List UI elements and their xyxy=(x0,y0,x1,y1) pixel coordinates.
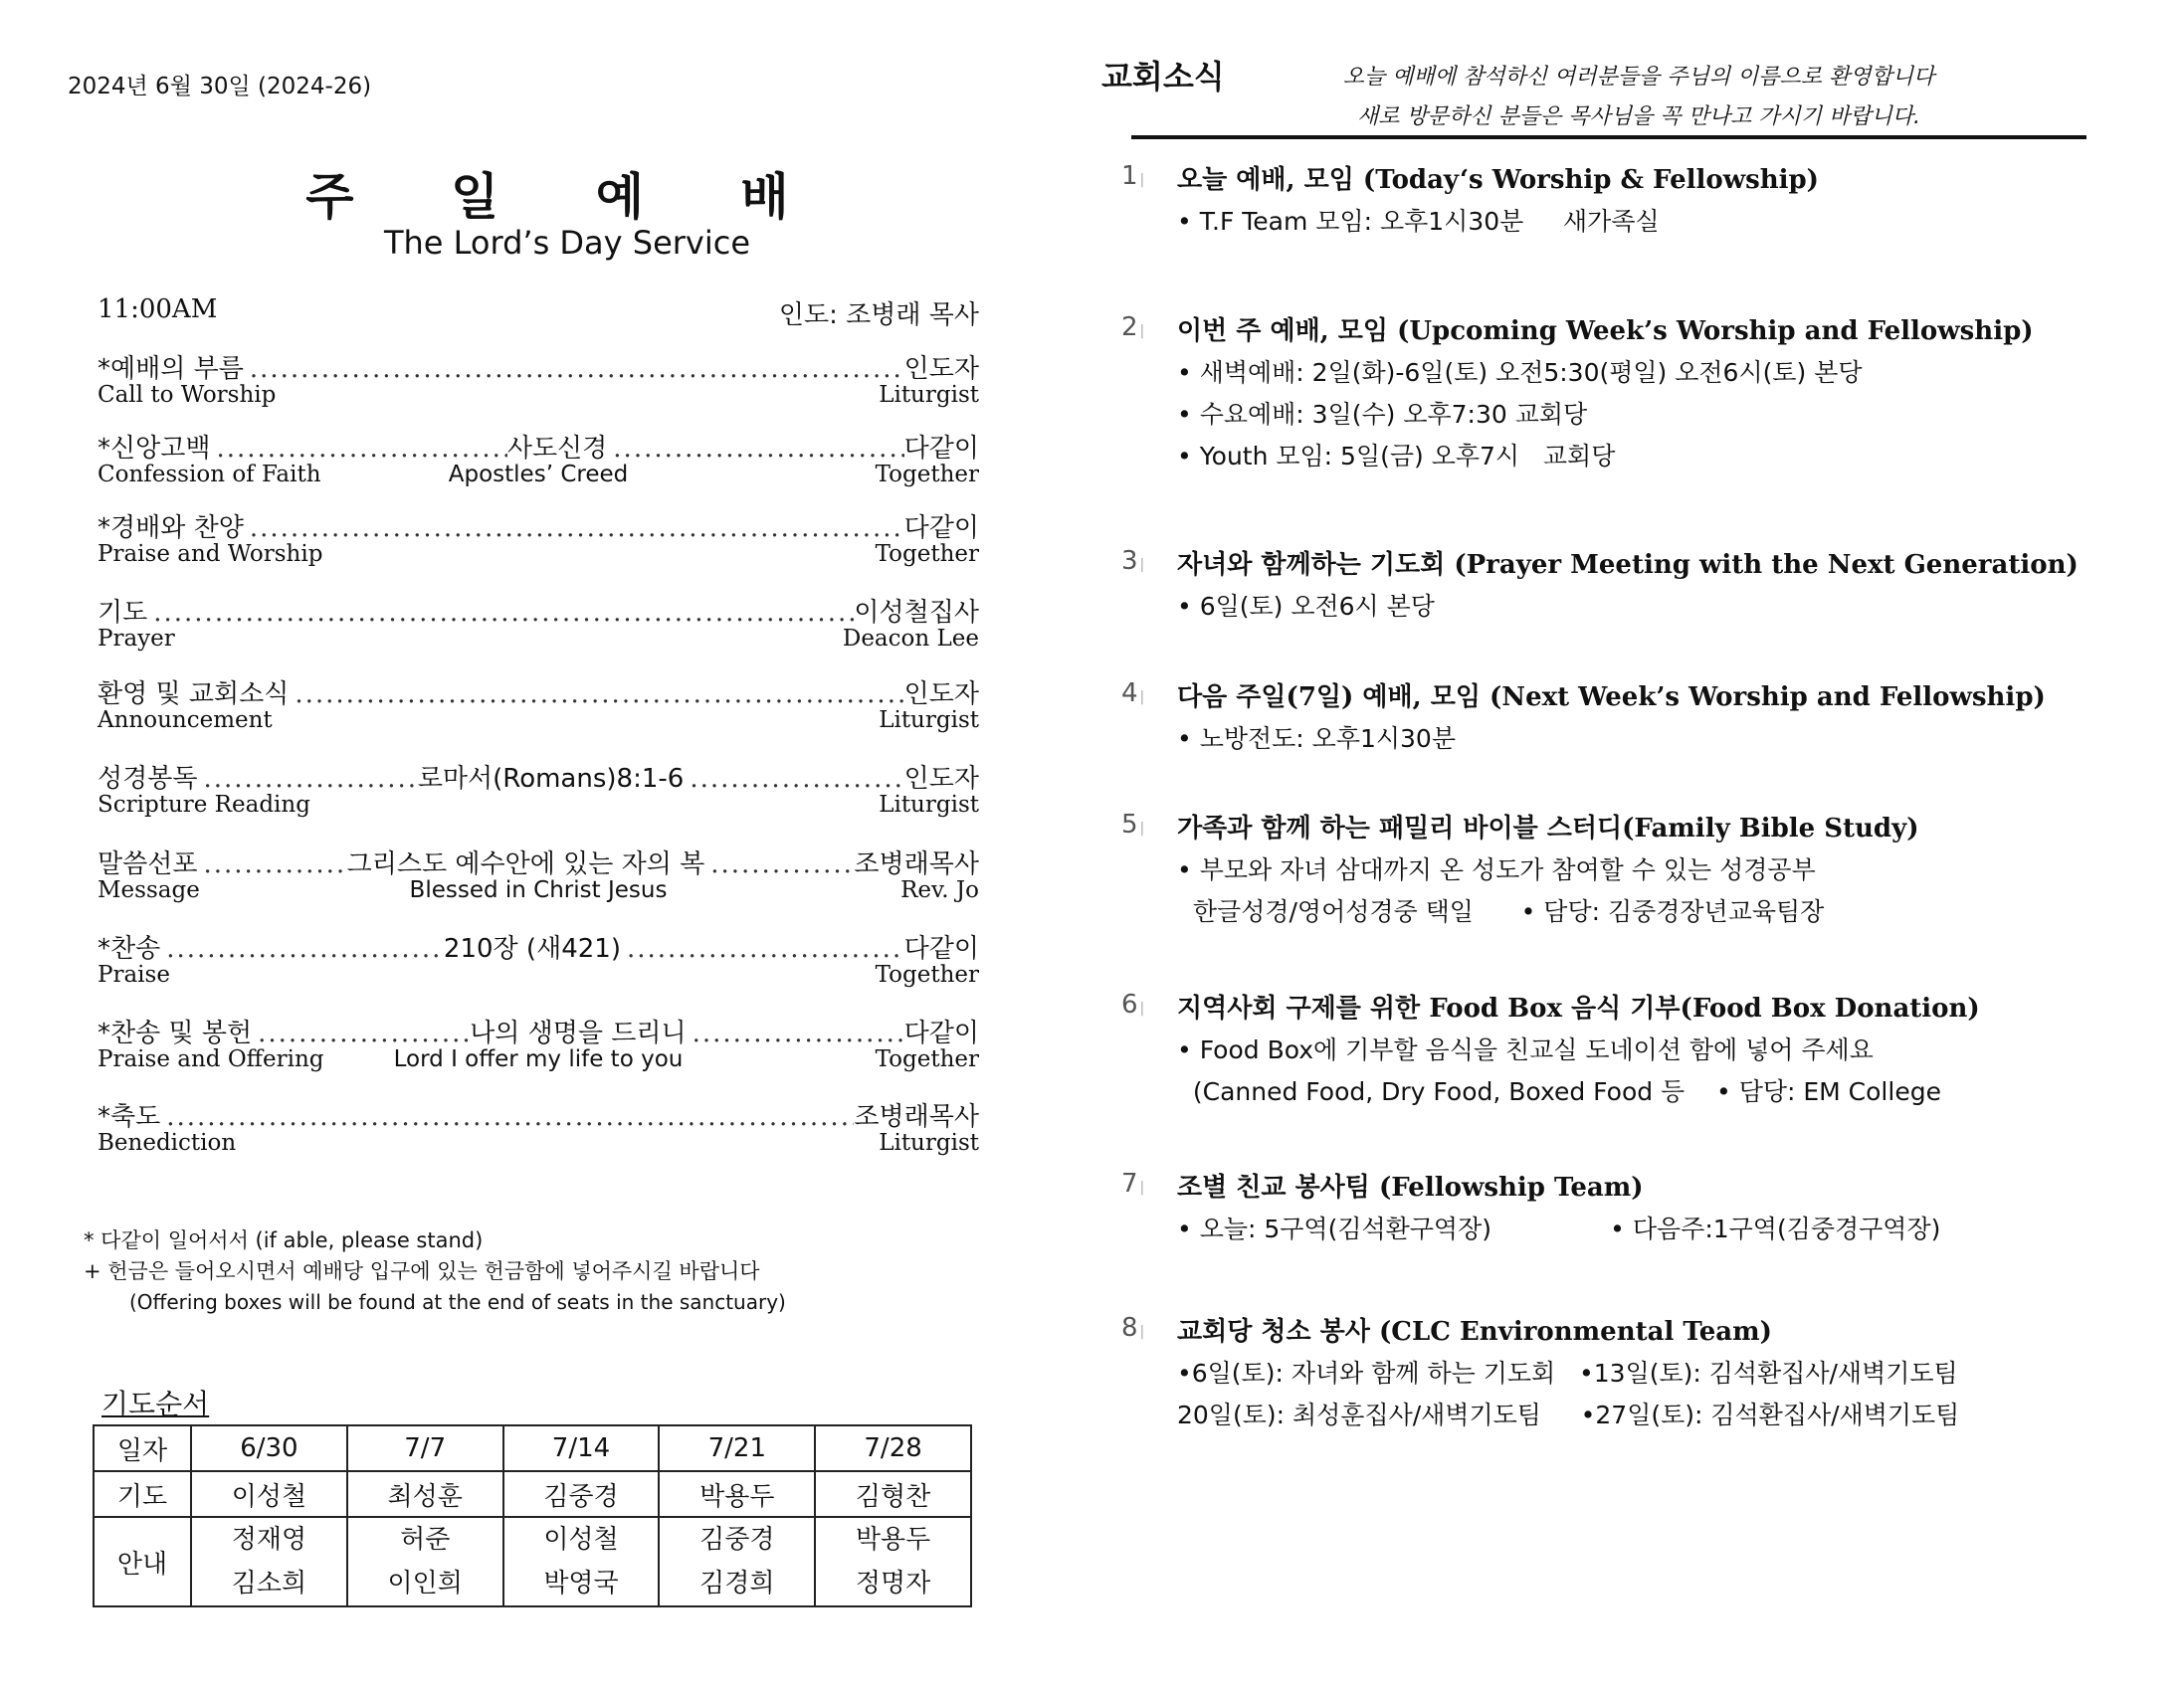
news-item-heading: 오늘 예배, 모임 (Today‘s Worship & Fellowship) xyxy=(1177,165,1819,195)
table-cell-prayer: 박용두 xyxy=(659,1471,815,1517)
table-cell-prayer: 이성철 xyxy=(191,1471,347,1517)
news-item-line: • Food Box에 기부할 음식을 친교실 도네이션 함에 넣어 주세요 xyxy=(1177,1035,1874,1064)
order-item-title: 기도 xyxy=(98,598,148,626)
news-item-line: • 오늘: 5구역(김석환구역장) • 다음주:1구역(김중경구역장) xyxy=(1177,1215,1941,1243)
order-item-title: 성경봉독 xyxy=(98,764,198,792)
table-cell-prayer: 김형찬 xyxy=(815,1471,971,1517)
news-item-heading: 조별 친교 봉사팀 (Fellowship Team) xyxy=(1177,1173,1644,1203)
order-item-leader-en: Together xyxy=(875,541,979,567)
order-item-leader: 인도자 xyxy=(903,354,979,382)
order-item-leader-en: Deacon Lee xyxy=(842,626,979,652)
order-item xyxy=(98,844,979,905)
order-item-korean xyxy=(98,844,979,877)
order-item-title-en: Announcement xyxy=(98,707,273,733)
order-item-korean xyxy=(98,507,979,541)
dot-leader xyxy=(197,764,417,792)
order-item-english xyxy=(98,877,979,905)
guide-name: 김소희 xyxy=(231,1569,307,1598)
order-item-leader: 인도자 xyxy=(903,764,979,792)
order-item-title-en: Praise and Offering xyxy=(98,1046,324,1072)
order-item-leader-en: Liturgist xyxy=(879,707,979,733)
order-item-leader: 이성철집사 xyxy=(854,598,979,626)
order-item-korean xyxy=(98,1013,979,1046)
news-item-heading: 이번 주 예배, 모임 (Upcoming Week’s Worship and Fellowship) xyxy=(1177,316,2034,346)
news-item-details xyxy=(1177,352,1863,477)
order-item-english xyxy=(98,462,979,489)
order-item-leader: 인도자 xyxy=(903,679,979,707)
news-item-line: •6일(토): 자녀와 함께 하는 기도회 •13일(토): 김석환집사/새벽기도팀 xyxy=(1177,1359,1958,1388)
order-item-english xyxy=(98,792,979,820)
table-cell-guide xyxy=(503,1517,660,1606)
note-offering-en: (Offering boxes will be found at the end of seats in the sanctuary) xyxy=(129,1290,786,1314)
order-item-title: *예배의 부름 xyxy=(98,354,244,382)
news-item-details xyxy=(1177,1030,1941,1113)
dot-leader xyxy=(684,764,903,792)
guide-name: 정명자 xyxy=(855,1569,931,1598)
news-item-number: 2 | xyxy=(1121,312,1144,342)
order-item-title: 말씀선포 xyxy=(98,849,198,877)
order-item-leader-en: Liturgist xyxy=(879,792,979,818)
order-item-english xyxy=(98,962,979,990)
news-item-heading: 다음 주일(7일) 예배, 모임 (Next Week’s Worship and Fellowship) xyxy=(1177,682,2046,712)
news-item-number: 7 | xyxy=(1121,1169,1144,1199)
order-item-english xyxy=(98,1046,979,1074)
dot-leader xyxy=(244,354,904,382)
dot-leader xyxy=(704,849,854,877)
order-item-leader-en: Together xyxy=(875,962,979,988)
order-item xyxy=(98,507,979,569)
guide-name: 이인희 xyxy=(387,1569,463,1598)
table-prayer-label: 기도 xyxy=(94,1471,191,1517)
dot-leader xyxy=(289,679,903,707)
order-item-content-en: Lord I offer my life to you xyxy=(393,1046,684,1072)
table-cell-date: 7/21 xyxy=(659,1425,815,1471)
order-item-title-en: Scripture Reading xyxy=(98,792,310,818)
order-item-title-en: Confession of Faith xyxy=(98,462,321,487)
order-item xyxy=(98,673,979,735)
welcome-line-2: 새로 방문하신 분들은 목사님을 꼭 만나고 가시기 바랍니다. xyxy=(1357,104,1920,129)
order-item-content: 그리스도 예수안에 있는 자의 복 xyxy=(346,849,705,877)
order-item xyxy=(98,348,979,410)
news-item-line: (Canned Food, Dry Food, Boxed Food 등 • 담당: EM College xyxy=(1177,1077,1941,1106)
order-item-title: *경배와 찬양 xyxy=(98,513,244,541)
order-item xyxy=(98,758,979,820)
guide-name: 정재영 xyxy=(231,1525,307,1555)
order-item-title-en: Praise and Worship xyxy=(98,541,323,567)
dot-leader xyxy=(160,1102,854,1130)
news-item-line: 한글성경/영어성경중 택일 • 담당: 김중경장년교육팀장 xyxy=(1177,897,1825,926)
order-item-korean xyxy=(98,592,979,626)
guide-name: 김중경 xyxy=(699,1525,775,1555)
order-item-content: 나의 생명을 드리니 xyxy=(470,1019,687,1046)
news-item-details xyxy=(1177,201,1660,243)
prayer-schedule-title: 기도순서 xyxy=(101,1388,210,1420)
welcome-message xyxy=(1291,58,1987,137)
table-cell-date: 7/7 xyxy=(347,1425,503,1471)
news-item-line: • 수요예배: 3일(수) 오후7:30 교회당 xyxy=(1177,400,1588,429)
welcome-line-1: 오늘 예배에 참석하신 여러분들을 주님의 이름으로 환영합니다 xyxy=(1342,65,1935,90)
table-cell-guide xyxy=(191,1517,347,1606)
order-item-title-en: Message xyxy=(98,877,200,903)
order-item-english xyxy=(98,541,979,569)
news-item-details xyxy=(1177,849,1824,933)
order-item-content-en: Blessed in Christ Jesus xyxy=(409,877,668,903)
table-row xyxy=(94,1517,971,1606)
order-item-leader-en: Together xyxy=(875,1046,979,1072)
table-row xyxy=(94,1425,971,1471)
order-item-content-en: Apostles’ Creed xyxy=(448,462,629,487)
dot-leader xyxy=(147,598,854,626)
order-item-title-en: Benediction xyxy=(98,1130,237,1156)
table-cell-date: 7/14 xyxy=(503,1425,660,1471)
order-item-leader-en: Together xyxy=(875,462,979,487)
note-offering: + 헌금은 들어오시면서 예배당 입구에 있는 헌금함에 넣어주시길 바랍니다 xyxy=(84,1259,760,1283)
news-item-line: • 6일(토) 오전6시 본당 xyxy=(1177,592,1435,621)
prayer-schedule-table xyxy=(93,1424,972,1607)
news-item-heading: 지역사회 구제를 위한 Food Box 음식 기부(Food Box Donation) xyxy=(1177,994,1980,1024)
guide-name: 이성철 xyxy=(543,1525,619,1555)
table-cell-prayer: 최성훈 xyxy=(347,1471,503,1517)
dot-leader xyxy=(197,849,346,877)
order-item-content: 210장 (새421) xyxy=(443,934,621,962)
table-cell-date: 7/28 xyxy=(815,1425,971,1471)
guide-name: 박용두 xyxy=(855,1525,931,1555)
title-divider xyxy=(1131,135,2086,139)
table-cell-guide xyxy=(815,1517,971,1606)
table-cell-guide xyxy=(347,1517,503,1606)
title-english: The Lord’s Day Service xyxy=(383,224,751,262)
news-item-line: • 부모와 자녀 삼대까지 온 성도가 참여할 수 있는 성경공부 xyxy=(1177,855,1816,884)
dot-leader xyxy=(621,934,904,962)
news-item-line: • Youth 모임: 5일(금) 오후7시 교회당 xyxy=(1177,442,1616,470)
guide-name: 허준 xyxy=(400,1525,451,1555)
news-item-heading: 가족과 함께 하는 패밀리 바이블 스터디(Family Bible Study) xyxy=(1177,814,1919,844)
order-item-korean xyxy=(98,758,979,792)
order-item-leader: 조병래목사 xyxy=(854,849,979,877)
service-leader: 인도: 조병래 목사 xyxy=(778,300,979,330)
dot-leader xyxy=(210,434,506,462)
order-item-korean xyxy=(98,673,979,707)
table-cell-date: 6/30 xyxy=(191,1425,347,1471)
news-item-details xyxy=(1177,586,1435,628)
news-item-details xyxy=(1177,1353,1959,1436)
news-item-details xyxy=(1177,1209,1940,1250)
news-item-number: 6 | xyxy=(1121,990,1144,1020)
service-date: 2024년 6월 30일 (2024-26) xyxy=(68,74,372,99)
order-item-english xyxy=(98,1130,979,1158)
order-item-title: *찬송 xyxy=(98,934,161,962)
service-time: 11:00AM xyxy=(98,294,218,324)
order-item xyxy=(98,1013,979,1074)
order-item xyxy=(98,592,979,654)
order-item-leader: 다같이 xyxy=(903,434,979,462)
dot-leader xyxy=(687,1019,904,1046)
order-item-title: 환영 및 교회소식 xyxy=(98,679,290,707)
news-item-details xyxy=(1177,718,1456,760)
news-item-line: • 새벽예배: 2일(화)-6일(토) 오전5:30(평일) 오전6시(토) 본당 xyxy=(1177,358,1863,387)
order-item-content: 로마서(Romans)8:1-6 xyxy=(417,764,685,792)
order-item-title-en: Praise xyxy=(98,962,170,988)
order-item-leader-en: Liturgist xyxy=(879,382,979,408)
news-title: 교회소식 xyxy=(1101,58,1225,95)
table-guide-label: 안내 xyxy=(94,1517,191,1606)
dot-leader xyxy=(244,513,904,541)
dot-leader xyxy=(252,1019,470,1046)
order-item-leader-en: Rev. Jo xyxy=(900,877,979,903)
order-item-leader-en: Liturgist xyxy=(879,1130,979,1156)
order-item-english xyxy=(98,626,979,654)
news-item-line: • T.F Team 모임: 오후1시30분 새가족실 xyxy=(1177,207,1660,236)
order-item xyxy=(98,928,979,990)
news-item-number: 3 | xyxy=(1121,546,1144,576)
order-item-title: *신앙고백 xyxy=(98,434,211,462)
note-stand: * 다같이 일어서서 (if able, please stand) xyxy=(84,1228,484,1252)
order-item-title-en: Prayer xyxy=(98,626,175,652)
right-page xyxy=(1092,0,2184,1691)
news-item-heading: 자녀와 함께하는 기도회 (Prayer Meeting with the Next Generation) xyxy=(1177,550,2079,580)
order-item-korean xyxy=(98,1096,979,1130)
order-item-english xyxy=(98,707,979,735)
table-row xyxy=(94,1471,971,1517)
notes xyxy=(84,1225,786,1318)
order-item-title: *축도 xyxy=(98,1102,161,1130)
news-item-number: 1 | xyxy=(1121,161,1144,191)
order-item-korean xyxy=(98,928,979,962)
order-item-korean xyxy=(98,348,979,382)
guide-name: 박영국 xyxy=(543,1569,619,1598)
order-item xyxy=(98,428,979,489)
news-item-line: 20일(토): 최성훈집사/새벽기도팀 •27일(토): 김석환집사/새벽기도팀 xyxy=(1177,1401,1960,1429)
dot-leader xyxy=(160,934,444,962)
order-item-content: 사도신경 xyxy=(506,434,608,462)
guide-name: 김경희 xyxy=(699,1569,775,1598)
news-item-number: 4 | xyxy=(1121,678,1144,708)
order-item xyxy=(98,1096,979,1158)
table-header-label: 일자 xyxy=(94,1425,191,1471)
news-item-line: • 노방전도: 오후1시30분 xyxy=(1177,724,1456,753)
news-item-heading: 교회당 청소 봉사 (CLC Environmental Team) xyxy=(1177,1317,1772,1347)
order-item-leader: 다같이 xyxy=(903,1019,979,1046)
news-item-number: 8 | xyxy=(1121,1313,1144,1343)
order-item-english xyxy=(98,382,979,410)
order-item-title-en: Call to Worship xyxy=(98,382,277,408)
dot-leader xyxy=(607,434,903,462)
news-item-number: 5 | xyxy=(1121,810,1144,840)
table-cell-guide xyxy=(659,1517,815,1606)
title-korean: 주 일 예 배 xyxy=(305,168,829,226)
order-item-title: *찬송 및 봉헌 xyxy=(98,1019,253,1046)
order-item-leader: 다같이 xyxy=(903,513,979,541)
order-item-korean xyxy=(98,428,979,462)
table-cell-prayer: 김중경 xyxy=(503,1471,660,1517)
order-item-leader: 조병래목사 xyxy=(854,1102,979,1130)
order-item-leader: 다같이 xyxy=(903,934,979,962)
